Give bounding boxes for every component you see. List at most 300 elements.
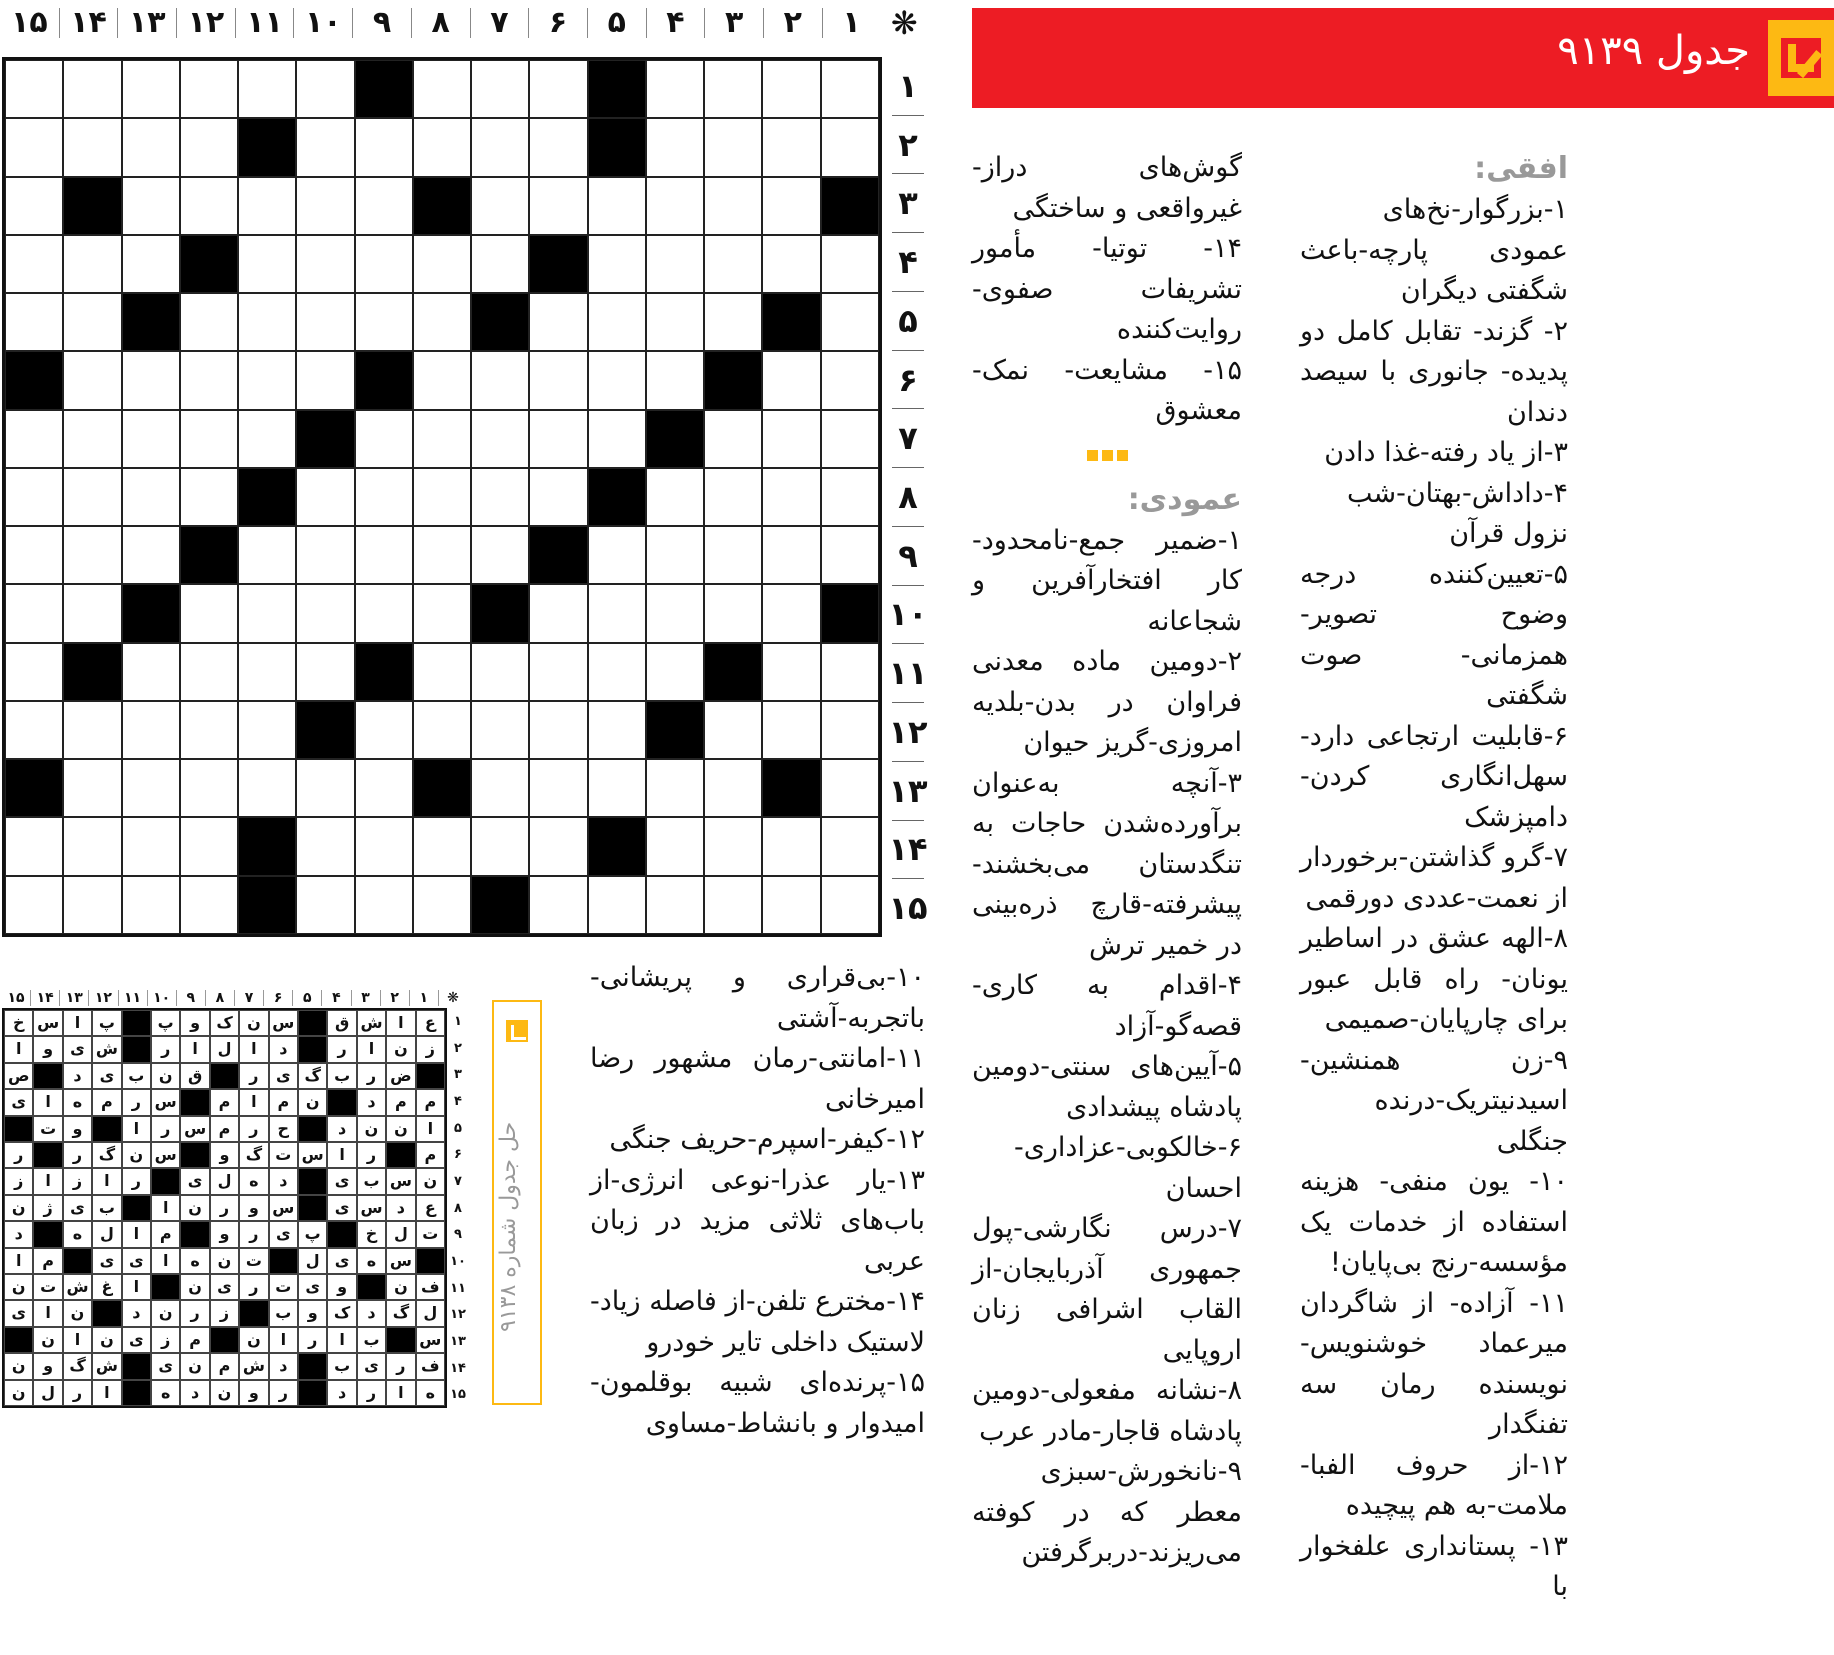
clue-item: ۱۰-بی‌قراری و پریشانی-باتجربه-آشتی [590, 962, 925, 1034]
grid-cell[interactable] [413, 643, 471, 701]
grid-cell[interactable] [180, 701, 238, 759]
solution-letter: ن [416, 1168, 445, 1194]
grid-cell[interactable] [646, 118, 704, 176]
solution-column-number: ۵ [292, 990, 321, 1006]
clue-item: ۶-خالکوبی-عزاداری-احسان [1014, 1132, 1242, 1204]
solution-black-cell [298, 1195, 327, 1221]
grid-cell[interactable] [704, 584, 762, 642]
grid-cell[interactable] [471, 526, 529, 584]
grid-cell[interactable] [296, 118, 354, 176]
black-cell [588, 817, 646, 875]
grid-cell[interactable] [821, 876, 879, 934]
grid-cell[interactable] [122, 817, 180, 875]
solution-letter: و [239, 1195, 268, 1221]
solution-letter: ز [210, 1300, 239, 1326]
solution-letter: ل [210, 1036, 239, 1062]
grid-cell[interactable] [296, 293, 354, 351]
solution-column-number: ۳ [351, 990, 380, 1006]
grid-cell[interactable] [588, 701, 646, 759]
grid-cell[interactable] [588, 351, 646, 409]
solution-letter: ن [4, 1380, 33, 1406]
solution-letter: ر [239, 1116, 268, 1142]
grid-cell[interactable] [413, 351, 471, 409]
grid-cell[interactable] [180, 643, 238, 701]
black-cell [355, 60, 413, 118]
grid-cell[interactable] [704, 177, 762, 235]
grid-cell[interactable] [646, 351, 704, 409]
grid-cell[interactable] [5, 293, 63, 351]
solution-black-cell [151, 1274, 180, 1300]
grid-cell[interactable] [5, 410, 63, 468]
black-cell [122, 293, 180, 351]
grid-cell[interactable] [413, 468, 471, 526]
grid-cell[interactable] [471, 759, 529, 817]
grid-cell[interactable] [588, 876, 646, 934]
grid-cell[interactable] [296, 643, 354, 701]
solution-letter: ا [92, 1380, 121, 1406]
solution-letter: ا [357, 1036, 386, 1062]
solution-black-cell [180, 1142, 209, 1168]
star-icon: ❋ [438, 990, 467, 1006]
grid-cell[interactable] [63, 526, 121, 584]
grid-cell[interactable] [296, 468, 354, 526]
grid-cell[interactable] [471, 118, 529, 176]
solution-letter: ی [269, 1221, 298, 1247]
grid-cell[interactable] [355, 118, 413, 176]
grid-cell[interactable] [588, 643, 646, 701]
grid-cell[interactable] [413, 118, 471, 176]
solution-row-number: ۵ [454, 1120, 462, 1136]
grid-cell[interactable] [529, 876, 587, 934]
solution-letter: و [210, 1221, 239, 1247]
solution-letter: گ [298, 1063, 327, 1089]
black-cell [238, 118, 296, 176]
solution-black-cell [4, 1327, 33, 1353]
grid-cell[interactable] [413, 701, 471, 759]
previous-solution-grid [2, 1008, 447, 1408]
grid-cell[interactable] [238, 351, 296, 409]
solution-letter: ی [63, 1036, 92, 1062]
grid-cell[interactable] [704, 118, 762, 176]
grid-cell[interactable] [238, 643, 296, 701]
grid-cell[interactable] [529, 701, 587, 759]
grid-cell[interactable] [821, 293, 879, 351]
grid-cell[interactable] [122, 759, 180, 817]
grid-cell[interactable] [762, 118, 820, 176]
grid-cell[interactable] [762, 60, 820, 118]
grid-cell[interactable] [704, 410, 762, 468]
grid-cell[interactable] [5, 177, 63, 235]
solution-letter: خ [4, 1010, 33, 1036]
black-cell [413, 177, 471, 235]
crossword-grid[interactable] [2, 57, 882, 937]
grid-cell[interactable] [180, 817, 238, 875]
grid-cell[interactable] [529, 351, 587, 409]
grid-cell[interactable] [238, 293, 296, 351]
grid-cell[interactable] [704, 235, 762, 293]
grid-cell[interactable] [122, 643, 180, 701]
grid-cell[interactable] [5, 817, 63, 875]
grid-cell[interactable] [762, 876, 820, 934]
grid-cell[interactable] [180, 410, 238, 468]
black-cell [704, 351, 762, 409]
grid-cell[interactable] [122, 876, 180, 934]
grid-cell[interactable] [821, 701, 879, 759]
solution-letter: ا [416, 1116, 445, 1142]
grid-cell[interactable] [238, 584, 296, 642]
grid-cell[interactable] [63, 60, 121, 118]
grid-cell[interactable] [821, 759, 879, 817]
solution-letter: س [386, 1248, 415, 1274]
solution-letter: م [92, 1089, 121, 1115]
grid-cell[interactable] [63, 293, 121, 351]
grid-cell[interactable] [63, 410, 121, 468]
clue-item: ۱۵- مشایعت- نمک- معشوق [972, 354, 1242, 426]
grid-cell[interactable] [180, 876, 238, 934]
grid-cell[interactable] [180, 60, 238, 118]
clue-item: ۵-تعیین‌کننده درجه وضوح تصویر- همزمانی- صوت شگفتی [1300, 558, 1568, 711]
grid-cell[interactable] [646, 584, 704, 642]
grid-cell[interactable] [122, 468, 180, 526]
grid-cell[interactable] [180, 118, 238, 176]
grid-cell[interactable] [471, 817, 529, 875]
grid-cell[interactable] [821, 118, 879, 176]
solution-letter: م [416, 1089, 445, 1115]
clue-item: ۹-زن همنشین-اسیدنیتریک-درنده جنگلی [1300, 1044, 1568, 1157]
grid-cell[interactable] [821, 60, 879, 118]
solution-black-cell [180, 1221, 209, 1247]
solution-letter: ن [4, 1353, 33, 1379]
grid-cell[interactable] [704, 468, 762, 526]
grid-cell[interactable] [413, 526, 471, 584]
solution-letter: ا [386, 1010, 415, 1036]
grid-cell[interactable] [238, 701, 296, 759]
grid-cell[interactable] [529, 60, 587, 118]
black-cell [588, 60, 646, 118]
grid-cell[interactable] [180, 177, 238, 235]
grid-cell[interactable] [296, 60, 354, 118]
grid-cell[interactable] [646, 817, 704, 875]
grid-cell[interactable] [646, 526, 704, 584]
grid-cell[interactable] [122, 60, 180, 118]
grid-cell[interactable] [588, 293, 646, 351]
grid-cell[interactable] [122, 351, 180, 409]
grid-cell[interactable] [413, 584, 471, 642]
grid-cell[interactable] [704, 701, 762, 759]
puzzle-title: جدول ۹۱۳۹ [1557, 28, 1750, 74]
grid-cell[interactable] [471, 410, 529, 468]
solution-letter: ا [180, 1036, 209, 1062]
black-cell [646, 410, 704, 468]
grid-cell[interactable] [762, 351, 820, 409]
solution-letter: س [151, 1089, 180, 1115]
grid-cell[interactable] [122, 701, 180, 759]
grid-cell[interactable] [471, 701, 529, 759]
solution-letter: ز [151, 1327, 180, 1353]
solution-letter: ر [4, 1142, 33, 1168]
solution-column-number: ۸ [205, 990, 234, 1006]
grid-cell[interactable] [704, 293, 762, 351]
grid-cell[interactable] [5, 643, 63, 701]
black-cell [122, 584, 180, 642]
solution-letter: ش [63, 1274, 92, 1300]
clue-item: ۱۲-از حروف الفبا-ملامت-به هم پیچیده [1300, 1449, 1568, 1521]
grid-cell[interactable] [355, 876, 413, 934]
grid-cell[interactable] [704, 817, 762, 875]
grid-cell[interactable] [413, 293, 471, 351]
solution-letter: ا [239, 1036, 268, 1062]
grid-cell[interactable] [821, 351, 879, 409]
grid-cell[interactable] [180, 584, 238, 642]
grid-cell[interactable] [762, 410, 820, 468]
solution-letter: م [416, 1142, 445, 1168]
corner-arrow-icon [506, 1020, 528, 1042]
grid-cell[interactable] [63, 876, 121, 934]
grid-cell[interactable] [471, 643, 529, 701]
grid-cell[interactable] [122, 118, 180, 176]
grid-cell[interactable] [180, 293, 238, 351]
grid-cell[interactable] [63, 701, 121, 759]
solution-black-cell [122, 1380, 151, 1406]
grid-cell[interactable] [5, 60, 63, 118]
grid-cell[interactable] [63, 759, 121, 817]
grid-cell[interactable] [238, 759, 296, 817]
grid-cell[interactable] [5, 468, 63, 526]
grid-cell[interactable] [5, 235, 63, 293]
grid-cell[interactable] [471, 235, 529, 293]
grid-cell[interactable] [296, 177, 354, 235]
solution-letter: ا [239, 1089, 268, 1115]
grid-cell[interactable] [821, 526, 879, 584]
grid-cell[interactable] [238, 410, 296, 468]
solution-letter: ا [122, 1116, 151, 1142]
grid-cell[interactable] [122, 410, 180, 468]
column-number: ۱۵ [11, 5, 48, 40]
grid-cell[interactable] [471, 351, 529, 409]
grid-cell[interactable] [471, 60, 529, 118]
grid-cell[interactable] [588, 410, 646, 468]
grid-cell[interactable] [821, 643, 879, 701]
solution-letter: د [269, 1168, 298, 1194]
solution-row-number: ۱۵ [450, 1387, 466, 1403]
grid-cell[interactable] [180, 351, 238, 409]
down-clues-continuation [590, 958, 925, 1444]
grid-cell[interactable] [63, 118, 121, 176]
grid-cell[interactable] [646, 759, 704, 817]
solution-letter: و [180, 1010, 209, 1036]
column-number: ۳ [704, 8, 763, 38]
grid-cell[interactable] [588, 526, 646, 584]
solution-letter: ک [327, 1300, 356, 1326]
grid-cell[interactable] [762, 468, 820, 526]
grid-cell[interactable] [413, 817, 471, 875]
grid-cell[interactable] [529, 118, 587, 176]
solution-letter: م [210, 1116, 239, 1142]
grid-cell[interactable] [762, 701, 820, 759]
grid-cell[interactable] [63, 235, 121, 293]
grid-cell[interactable] [296, 526, 354, 584]
solution-letter: ژ [33, 1195, 62, 1221]
grid-cell[interactable] [413, 235, 471, 293]
solution-letter: ی [92, 1063, 121, 1089]
black-cell [471, 876, 529, 934]
solution-letter: پ [92, 1010, 121, 1036]
solution-letter: ن [4, 1195, 33, 1221]
column-number: ۹ [352, 8, 411, 38]
grid-cell[interactable] [762, 643, 820, 701]
grid-cell[interactable] [122, 235, 180, 293]
grid-cell[interactable] [355, 759, 413, 817]
solution-black-cell [298, 1036, 327, 1062]
clue-item: ۱-بزرگوار-نخ‌های عمودی پارچه-باعث شگفتی دیگران [1300, 194, 1568, 306]
solution-letter: ا [63, 1327, 92, 1353]
grid-cell[interactable] [355, 410, 413, 468]
grid-cell[interactable] [762, 526, 820, 584]
grid-cell[interactable] [529, 817, 587, 875]
solution-letter: ف [416, 1353, 445, 1379]
grid-cell[interactable] [296, 235, 354, 293]
solution-letter: ر [357, 1063, 386, 1089]
grid-cell[interactable] [704, 60, 762, 118]
grid-cell[interactable] [821, 817, 879, 875]
column-number: ۱۱ [235, 8, 294, 38]
grid-cell[interactable] [296, 351, 354, 409]
solution-letter: ن [180, 1195, 209, 1221]
grid-cell[interactable] [122, 526, 180, 584]
grid-cell[interactable] [646, 235, 704, 293]
solution-letter: ه [63, 1089, 92, 1115]
solution-column-number: ۱۱ [118, 990, 147, 1006]
grid-cell[interactable] [296, 876, 354, 934]
grid-cell[interactable] [63, 817, 121, 875]
grid-cell[interactable] [355, 293, 413, 351]
solution-letter: ق [327, 1010, 356, 1036]
grid-cell[interactable] [821, 410, 879, 468]
grid-cell[interactable] [413, 60, 471, 118]
solution-letter: ب [357, 1327, 386, 1353]
grid-cell[interactable] [355, 526, 413, 584]
grid-cell[interactable] [413, 410, 471, 468]
solution-letter: ق [180, 1063, 209, 1089]
grid-cell[interactable] [821, 468, 879, 526]
grid-cell[interactable] [5, 876, 63, 934]
solution-row-number: ۴ [454, 1093, 462, 1109]
grid-cell[interactable] [180, 468, 238, 526]
grid-cell[interactable] [529, 584, 587, 642]
grid-cell[interactable] [180, 759, 238, 817]
grid-cell[interactable] [296, 817, 354, 875]
grid-cell[interactable] [238, 177, 296, 235]
grid-cell[interactable] [355, 817, 413, 875]
solution-letter: گ [92, 1142, 121, 1168]
grid-cell[interactable] [588, 584, 646, 642]
grid-cell[interactable] [355, 701, 413, 759]
grid-cell[interactable] [646, 293, 704, 351]
grid-cell[interactable] [5, 584, 63, 642]
solution-letter: ر [122, 1089, 151, 1115]
solution-letter: ب [122, 1063, 151, 1089]
grid-cell[interactable] [588, 235, 646, 293]
grid-cell[interactable] [355, 584, 413, 642]
row-number: ۷ [892, 408, 924, 467]
grid-cell[interactable] [529, 643, 587, 701]
grid-cell[interactable] [704, 876, 762, 934]
grid-cell[interactable] [529, 293, 587, 351]
solution-black-cell [180, 1089, 209, 1115]
grid-cell[interactable] [529, 177, 587, 235]
grid-cell[interactable] [471, 177, 529, 235]
solution-row-number: ۹ [454, 1227, 462, 1243]
grid-cell[interactable] [646, 876, 704, 934]
grid-cell[interactable] [821, 235, 879, 293]
row-number: ۱۴ [892, 820, 924, 879]
grid-cell[interactable] [355, 468, 413, 526]
grid-cell[interactable] [646, 60, 704, 118]
grid-cell[interactable] [238, 526, 296, 584]
grid-cell[interactable] [296, 584, 354, 642]
grid-cell[interactable] [238, 60, 296, 118]
grid-cell[interactable] [296, 759, 354, 817]
grid-cell[interactable] [5, 701, 63, 759]
across-clue-list [1300, 190, 1568, 1608]
clue-item: ۲-دومین ماده معدنی فراوان در بدن-بلدیه امروزی-گریز حیوان [972, 646, 1242, 758]
grid-cell[interactable] [355, 235, 413, 293]
grid-cell[interactable] [762, 177, 820, 235]
clue-item: ۱۰- یون منفی- هزینه استفاده از خدمات یک مؤسسه-رنج بی‌پایان! [1300, 1166, 1568, 1278]
solution-black-cell [122, 1353, 151, 1379]
clue-item: ۳-آنچه به‌عنوان برآورده‌شدن حاجات به تنگدستان می‌بخشند- پیشرفته-قارچ ذره‌بینی در خمیر ترش [972, 767, 1242, 961]
solution-black-cell [298, 1116, 327, 1142]
star-icon: ❋ [890, 4, 918, 42]
solution-letter: ن [239, 1327, 268, 1353]
solution-letter: ی [63, 1195, 92, 1221]
grid-cell[interactable] [5, 118, 63, 176]
solution-letter: ی [122, 1248, 151, 1274]
row-number: ۱۲ [892, 702, 924, 761]
grid-cell[interactable] [471, 468, 529, 526]
grid-cell[interactable] [238, 235, 296, 293]
grid-cell[interactable] [646, 177, 704, 235]
grid-cell[interactable] [413, 876, 471, 934]
grid-cell[interactable] [63, 351, 121, 409]
black-cell [63, 643, 121, 701]
grid-cell[interactable] [762, 235, 820, 293]
grid-cell[interactable] [704, 526, 762, 584]
grid-cell[interactable] [646, 468, 704, 526]
grid-cell[interactable] [529, 468, 587, 526]
grid-cell[interactable] [704, 759, 762, 817]
grid-cell[interactable] [529, 759, 587, 817]
grid-cell[interactable] [762, 817, 820, 875]
solution-letter: ر [269, 1380, 298, 1406]
grid-cell[interactable] [355, 177, 413, 235]
grid-cell[interactable] [588, 759, 646, 817]
grid-cell[interactable] [529, 410, 587, 468]
grid-cell[interactable] [646, 643, 704, 701]
black-cell [821, 584, 879, 642]
grid-cell[interactable] [588, 177, 646, 235]
grid-cell[interactable] [122, 177, 180, 235]
grid-cell[interactable] [63, 468, 121, 526]
grid-cell[interactable] [63, 584, 121, 642]
solution-black-cell [210, 1063, 239, 1089]
grid-cell[interactable] [5, 526, 63, 584]
solution-letter: س [151, 1142, 180, 1168]
solution-letter: ا [63, 1010, 92, 1036]
solution-letter: ش [92, 1353, 121, 1379]
grid-cell[interactable] [762, 584, 820, 642]
solution-letter: و [327, 1274, 356, 1300]
